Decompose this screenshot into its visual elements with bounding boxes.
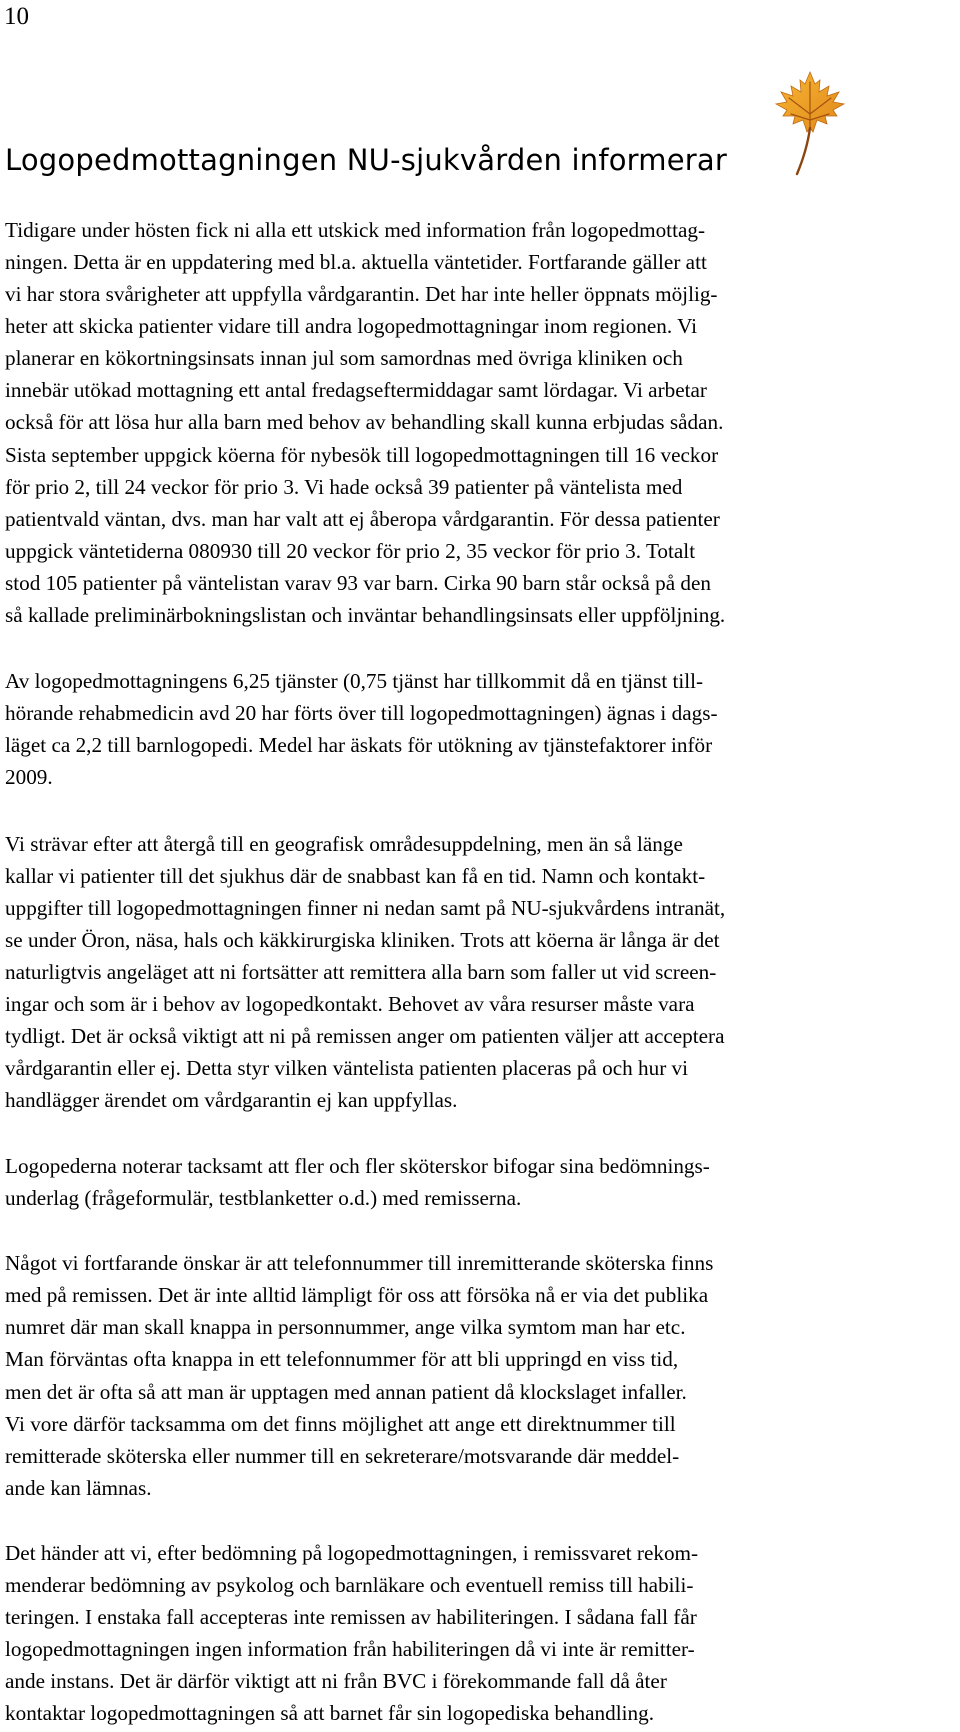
text-line: Det händer att vi, efter bedömning på logopedmottagningen, i remissvaret rekom- bbox=[5, 1541, 699, 1565]
text-line: tydligt. Det är också viktigt att ni på remissen anger om patienten väljer att acceptera bbox=[5, 1024, 725, 1048]
text-line: så kallade preliminärbokningslistan och inväntar behandlingsinsats eller uppföljning. bbox=[5, 603, 726, 627]
text-line: också för att lösa hur alla barn med behov av behandling skall kunna erbjudas sådan. bbox=[5, 410, 724, 434]
text-line: Tidigare under hösten fick ni alla ett utskick med information från logopedmottag- bbox=[5, 218, 706, 242]
text-line: patientvald väntan, dvs. man har valt att ej åberopa vårdgarantin. För dessa patienter bbox=[5, 507, 720, 531]
text-line: 2009. bbox=[5, 765, 53, 789]
text-line: kontaktar logopedmottagningen så att barnet får sin logopediska behandling. bbox=[5, 1701, 654, 1725]
text-line: kallar vi patienter till det sjukhus där de snabbast kan få en tid. Namn och kontakt- bbox=[5, 864, 706, 888]
text-line: uppgifter till logopedmottagningen finner ni nedan samt på NU-sjukvårdens intranät, bbox=[5, 896, 726, 920]
text-line: numret där man skall knappa in personnummer, ange vilka symtom man har etc. bbox=[5, 1315, 686, 1339]
text-line: Vi strävar efter att återgå till en geografisk områdesuppdelning, men än så länge bbox=[5, 832, 683, 856]
text-line: Något vi fortfarande önskar är att telefonnummer till inremitterande sköterska finns bbox=[5, 1251, 714, 1275]
text-line: Logopederna noterar tacksamt att fler och fler sköterskor bifogar sina bedömnings- bbox=[5, 1154, 710, 1178]
text-line: för prio 2, till 24 veckor för prio 3. Vi hade också 39 patienter på väntelista med bbox=[5, 475, 683, 499]
page-number: 10 bbox=[4, 3, 29, 30]
text-line: men det är ofta så att man är upptagen med annan patient då klockslaget infaller. bbox=[5, 1380, 687, 1404]
text-line: menderar bedömning av psykolog och barnläkare och eventuell remiss till habili- bbox=[5, 1573, 694, 1597]
text-line: underlag (frågeformulär, testblanketter o.d.) med remisserna. bbox=[5, 1186, 522, 1210]
text-line: planerar en kökortningsinsats innan jul som samordnas med övriga kliniken och bbox=[5, 346, 683, 370]
text-line: vårdgarantin eller ej. Detta styr vilken väntelista patienten placeras på och hur vi bbox=[5, 1056, 689, 1080]
text-line: Man förväntas ofta knappa in ett telefonnummer för att bli uppringd en viss tid, bbox=[5, 1347, 679, 1371]
maple-leaf-icon bbox=[773, 70, 847, 178]
text-line: naturligtvis angeläget att ni fortsätter att remittera alla barn som faller ut vid screen- bbox=[5, 960, 717, 984]
leaf-stem bbox=[797, 128, 810, 174]
text-line: teringen. I enstaka fall accepteras inte remissen av habiliteringen. I sådana fall får bbox=[5, 1605, 697, 1629]
text-line: ande kan lämnas. bbox=[5, 1476, 152, 1500]
text-line: Sista september uppgick köerna för nybesök till logopedmottagningen till 16 veckor bbox=[5, 443, 719, 467]
text-line: se under Öron, näsa, hals och käkkirurgiska kliniken. Trots att köerna är långa är det bbox=[5, 928, 720, 952]
page-title: Logopedmottagningen NU-sjukvården informerar bbox=[5, 143, 728, 177]
text-line: ningen. Detta är en uppdatering med bl.a. aktuella väntetider. Fortfarande gäller att bbox=[5, 250, 707, 274]
text-line: Av logopedmottagningens 6,25 tjänster (0,75 tjänst har tillkommit då en tjänst till- bbox=[5, 669, 704, 693]
text-line: läget ca 2,2 till barnlogopedi. Medel har äskats för utökning av tjänstefaktorer inför bbox=[5, 733, 713, 757]
text-line: hörande rehabmedicin avd 20 har förts över till logopedmottagningen) ägnas i dags- bbox=[5, 701, 718, 725]
text-line: logopedmottagningen ingen information från habiliteringen då vi inte är remitter- bbox=[5, 1637, 695, 1661]
text-line: innebär utökad mottagning ett antal fredagseftermiddagar samt lördagar. Vi arbetar bbox=[5, 378, 707, 402]
text-line: vi har stora svårigheter att uppfylla vårdgarantin. Det har inte heller öppnats möjlig- bbox=[5, 282, 718, 306]
text-line: remitterade sköterska eller nummer till en sekreterare/motsvarande där meddel- bbox=[5, 1444, 680, 1468]
text-line: heter att skicka patienter vidare till andra logopedmottagningar inom regionen. Vi bbox=[5, 314, 698, 338]
text-line: stod 105 patienter på väntelistan varav 93 var barn. Cirka 90 barn står också på den bbox=[5, 571, 712, 595]
text-line: med på remissen. Det är inte alltid lämpligt för oss att försöka nå er via det publika bbox=[5, 1283, 709, 1307]
text-line: Vi vore därför tacksamma om det finns möjlighet att ange ett direktnummer till bbox=[5, 1412, 676, 1436]
text-line: handlägger ärendet om vårdgarantin ej kan uppfyllas. bbox=[5, 1088, 458, 1112]
text-line: ingar och som är i behov av logopedkontakt. Behovet av våra resurser måste vara bbox=[5, 992, 695, 1016]
text-line: uppgick väntetiderna 080930 till 20 veckor för prio 2, 35 veckor för prio 3. Totalt bbox=[5, 539, 696, 563]
text-line: ande instans. Det är därför viktigt att ni från BVC i förekommande fall då åter bbox=[5, 1669, 667, 1693]
